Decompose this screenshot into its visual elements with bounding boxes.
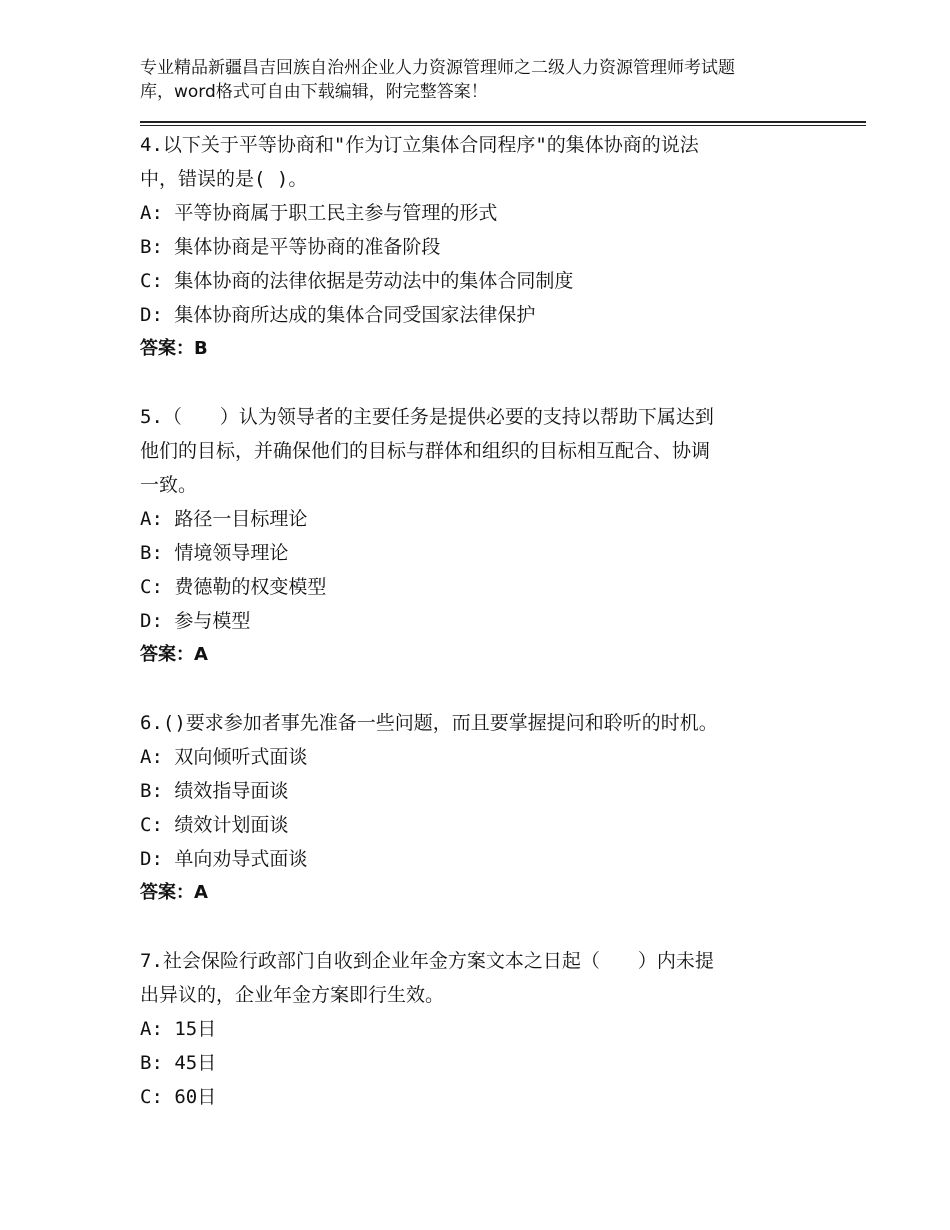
question-stem: 出异议的，企业年金方案即行生效。 bbox=[140, 984, 445, 1006]
question-stem: 中，错误的是( )。 bbox=[140, 168, 308, 190]
header-line-1: 专业精品新疆昌吉回族自治州企业人力资源管理师之二级人力资源管理师考试题 bbox=[140, 58, 735, 78]
question-stem: 5.（ ）认为领导者的主要任务是提供必要的支持以帮助下属达到 bbox=[140, 406, 714, 428]
question-stem: 他们的目标，并确保他们的目标与群体和组织的目标相互配合、协调 bbox=[140, 440, 711, 462]
option-b: B: 集体协商是平等协商的准备阶段 bbox=[140, 236, 441, 258]
question-stem: 4.以下关于平等协商和"作为订立集体合同程序"的集体协商的说法 bbox=[140, 134, 699, 156]
header-line-2: 库，word格式可自由下载编辑，附完整答案！ bbox=[140, 82, 488, 102]
question-5 bbox=[140, 400, 800, 672]
option-b: B: 绩效指导面谈 bbox=[140, 780, 289, 802]
option-d: D: 参与模型 bbox=[140, 610, 251, 632]
question-7 bbox=[140, 944, 800, 1114]
question-stem: 6.()要求参加者事先准备一些问题，而且要掌握提问和聆听的时机。 bbox=[140, 712, 718, 734]
option-b: B: 情境领导理论 bbox=[140, 542, 289, 564]
question-4 bbox=[140, 128, 800, 366]
answer-label: 答案：A bbox=[140, 644, 208, 665]
option-a: A: 15日 bbox=[140, 1018, 217, 1040]
option-c: C: 绩效计划面谈 bbox=[140, 814, 289, 836]
question-stem: 7.社会保险行政部门自收到企业年金方案文本之日起（ ）内未提 bbox=[140, 950, 714, 972]
spacer bbox=[140, 910, 800, 944]
option-c: C: 60日 bbox=[140, 1086, 217, 1108]
option-d: D: 单向劝导式面谈 bbox=[140, 848, 308, 870]
header-rule-thick bbox=[140, 121, 866, 123]
question-6 bbox=[140, 706, 800, 910]
document-header bbox=[140, 56, 820, 104]
option-a: A: 路径一目标理论 bbox=[140, 508, 308, 530]
question-list bbox=[140, 128, 800, 1114]
option-c: C: 费德勒的权变模型 bbox=[140, 576, 327, 598]
option-a: A: 平等协商属于职工民主参与管理的形式 bbox=[140, 202, 498, 224]
option-c: C: 集体协商的法律依据是劳动法中的集体合同制度 bbox=[140, 270, 574, 292]
spacer bbox=[140, 366, 800, 400]
option-a: A: 双向倾听式面谈 bbox=[140, 746, 308, 768]
header-rule-thin bbox=[140, 125, 866, 126]
option-b: B: 45日 bbox=[140, 1052, 217, 1074]
question-stem: 一致。 bbox=[140, 474, 198, 496]
answer-label: 答案：B bbox=[140, 338, 208, 359]
answer-label: 答案：A bbox=[140, 882, 208, 903]
option-d: D: 集体协商所达成的集体合同受国家法律保护 bbox=[140, 304, 536, 326]
spacer bbox=[140, 672, 800, 706]
